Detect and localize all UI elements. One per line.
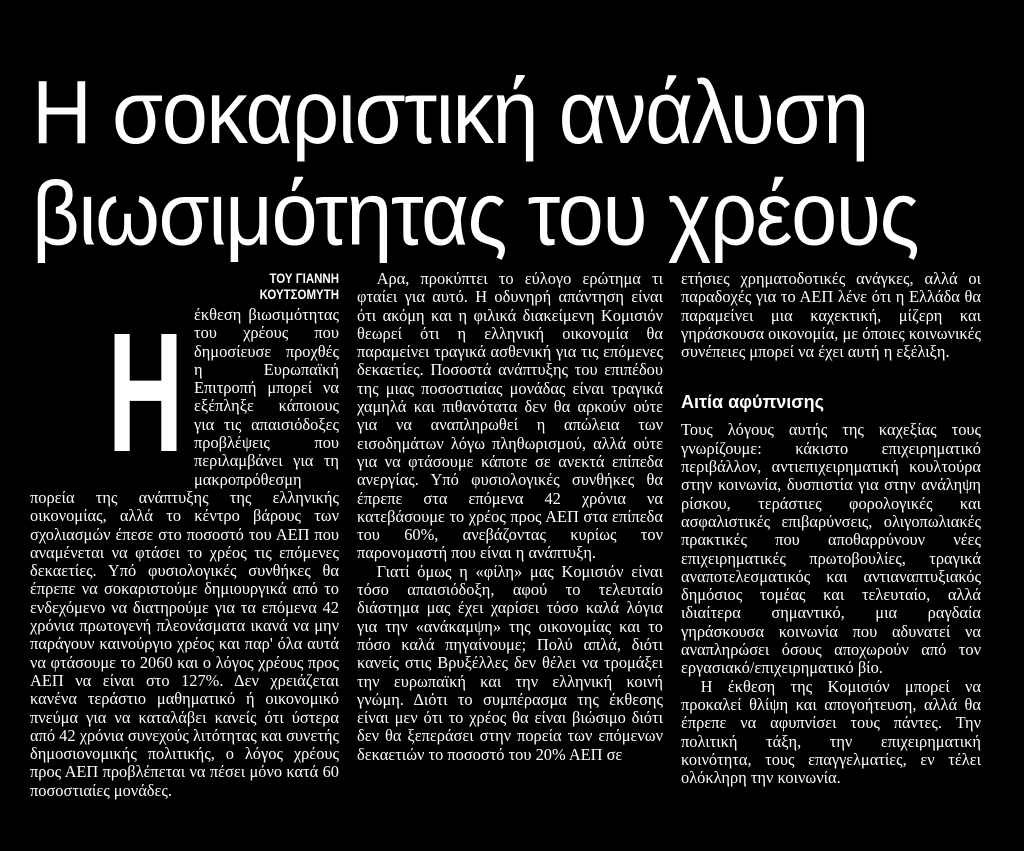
body-paragraph: έκθεση βιωσιμότητας του χρέους που δημοσίευσε προχθές η Ευρωπαϊκή Επιτροπή μπορεί να εξέπληξε κάποιους για τις απαισιόδοξες προβλέψεις που περιλαμβάνει για τη μακροπρόθεσμη πορεία της ανάπτυξης της ελληνικής οικονομίας, αλλά το κέντρο βάρους των σχολιασμών έπεσε στο ποσοστό του ΑΕΠ που αναμένεται να φτάσει το χρέος τις επόμενες δεκαετίες. Υπό φυσιολογικές συνθήκες θα έπρεπε να σοκαριστούμε δημιουργικά από το ενδεχόμενο να διατηρούμε για τα επόμενα 42 χρόνια πρωτογενή πλεονάσματα ικανά να μην παράγουν καινούργιο χρέος και παρ' όλα αυτά να φτάσουμε το 2060 και ο λόγος χρέους προς ΑΕΠ να είναι στο 127%. Δεν χρειάζεται κανένα τεράστιο μαθηματικό ή οικονομικό πνεύμα για να καταλάβει κανείς ότι ύστερα από 42 χρόνια συνεχούς λιτότητας και συνετής δημοσιονομικής πολιτικής, ο λόγος χρέους προς ΑΕΠ προβλέπεται να πέσει μόνο κατά 60 ποσοστιαίες μονάδες. (30, 305, 339, 800)
byline-author: ΚΟΥΤΣΟΜΥΤΗ (259, 286, 339, 302)
byline-prefix: ΤΟΥ ΓΙΑΝΝΗ (269, 270, 339, 286)
column-3 (681, 270, 981, 787)
headline-line-1: Η σοκαριστική ανάλυση (32, 62, 868, 163)
body-paragraph: Αρα, προκύπτει το εύλογο ερώτημα τι φταίει για αυτό. Η οδυνηρή απάντηση είναι ότι ακόμη και η φιλικά διακείμενη Κομισιόν θεωρεί ότι η ελληνική οικονομία θα παραμείνει τραγικά ασθενική για τις επόμενες δεκαετίες. Ποσοστά ανάπτυξης του επιπέδου της μιας ποσοστιαίας μονάδας είναι τραγικά χαμηλά και πιθανότατα δεν θα αρκούν ούτε για να αναπληρωθεί η απώλεια των εισοδημάτων λόγω πληθωρισμού, αλλά ούτε για να φτάσουμε κάποτε σε ανεκτά επίπεδα ανεργίας. Υπό φυσιολογικές συνθήκες θα έπρεπε στα επόμενα 42 χρόνια να κατεβάσουμε το χρέος προς ΑΕΠ στα επίπεδα του 60%, ανεβάζοντας κυρίως τον παρονομαστή που είναι η ανάπτυξη. (357, 269, 663, 563)
body-paragraph: Η έκθεση της Κομισιόν μπορεί να προκαλεί θλίψη και απογοήτευση, αλλά θα έπρεπε να αφυπνίσει τους πάντες. Την πολιτική τάξη, την επιχειρηματική κοινότητα, τους επαγγελματίες, εν τέλει ολόκληρη την κοινωνία. (681, 676, 981, 788)
column-2 (357, 270, 663, 764)
article-headline (32, 62, 1012, 265)
body-paragraph: Γιατί όμως η «φίλη» μας Κομισιόν είναι τόσο απαισιόδοξη, αφού το τελευταίο διάστημα μας έχει χαρίσει τόσο καλά λόγια για την «ανάκαμψη» της οικονομίας και το πόσο καλά πηγαίνουμε; Πολύ απλά, διότι κανείς στις Βρυξέλλες δεν θέλει να τρομάξει την ευρωπαϊκή και την ελληνική κοινή γνώμη. Διότι το συμπέρασμα της έκθεσης είναι μεν ότι το χρέος θα είναι βιώσιμο διότι δεν θα ξεπεράσει στην πορεία των επόμενων δεκαετιών το ποσοστό του 20% ΑΕΠ σε (357, 561, 663, 764)
headline-line-2: βιωσιμότητας του χρέους (32, 163, 919, 264)
section-subheading: Αιτία αφύπνισης (681, 392, 824, 413)
body-paragraph: Τους λόγους αυτής της καχεξίας τους γνωρίζουμε: κάκιστο επιχειρηματικό περιβάλλον, αντιεπιχειρηματική κουλτούρα στην κοινωνία, δυσπιστία για στην ανάληψη ρίσκου, τεράστιες φορολογικές και ασφαλιστικές επιβαρύνσεις, ολιγοπωλιακές πρακτικές που αποθαρρύνουν νέες επιχειρηματικές πρωτοβουλίες, τραγικά αναποτελεσματικός και αντιαναπτυξιακός δημόσιος τομέας και τελευταίο, αλλά ιδιαίτερα σημαντικό, μια ραγδαία γηράσκουσα κοινωνία που αδυνατεί να αναπληρώσει όσους αποχωρούν από τον εργασιακό/επιχειρηματικό βίο. (681, 420, 981, 678)
drop-cap: Η (107, 298, 184, 488)
column-1 (30, 270, 339, 800)
body-paragraph: ετήσιες χρηματοδοτικές ανάγκες, αλλά οι παραδοχές για το ΑΕΠ λένε ότι η Ελλάδα θα παραμείνει μια καχεκτική, μίζερη και γηράσκουσα οικονομία, με όποιες κοινωνικές συνέπειες μπορεί να έχει αυτή η εξέλιξη. (681, 269, 981, 362)
